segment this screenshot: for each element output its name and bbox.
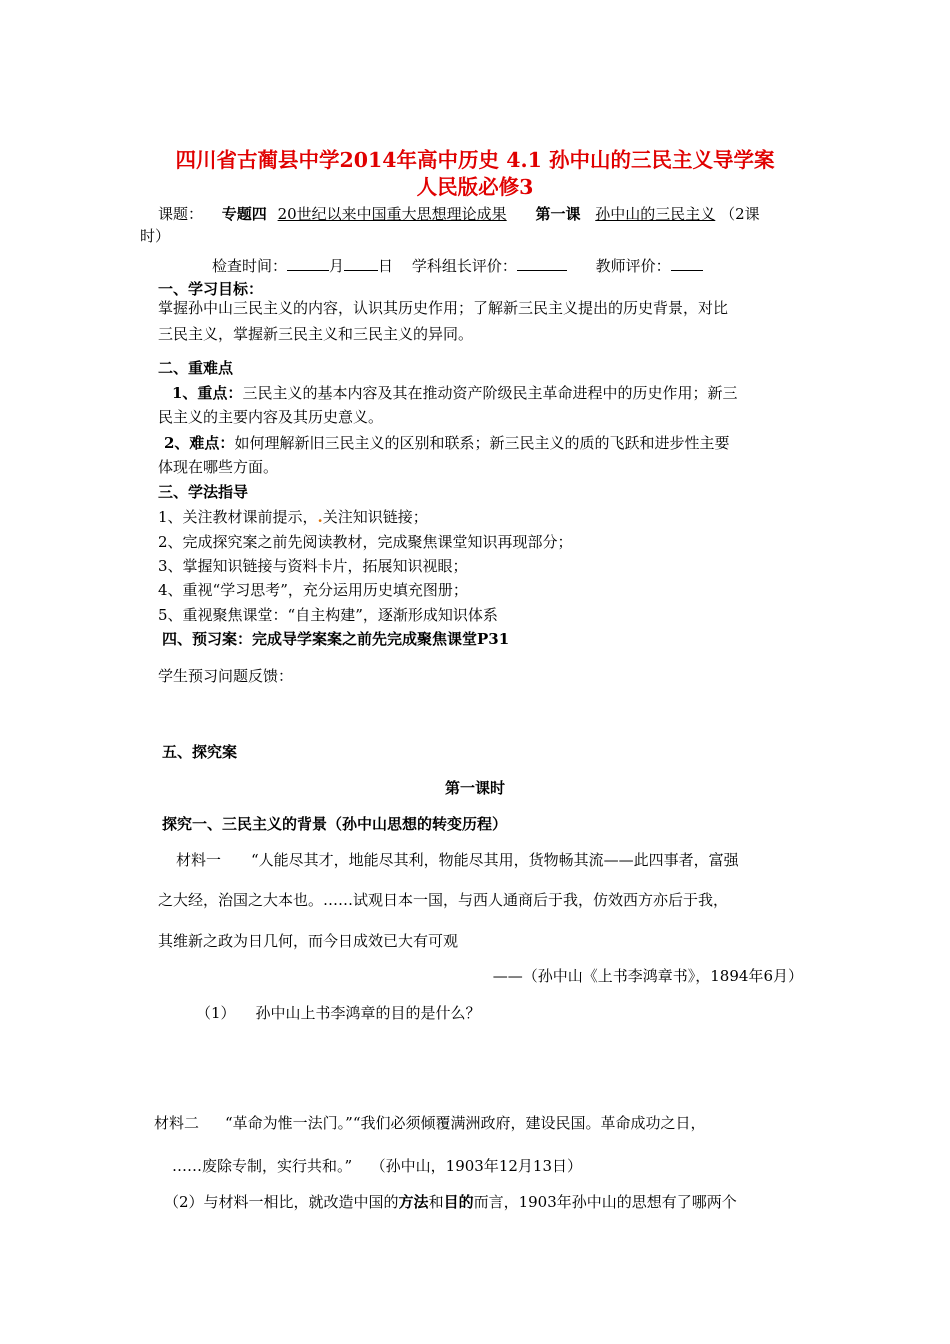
- key-point-cont: 民主义的主要内容及其历史意义。: [158, 408, 384, 426]
- material2-label: 材料二: [154, 1114, 200, 1132]
- orange-dot: .: [317, 508, 323, 526]
- question2-text-b: 而言，1903年孙中山的思想有了哪两个: [473, 1193, 737, 1211]
- section1-heading: 一、学习目标：: [158, 280, 264, 298]
- question1-line: [196, 1003, 481, 1023]
- topic-lesson-title: 孙中山的三民主义: [595, 205, 716, 223]
- topic-line: [158, 204, 760, 224]
- topic-hours-cont: 时）: [140, 227, 171, 245]
- method-item-1: [158, 507, 428, 527]
- leader-eval-label: 学科组长评价：: [411, 257, 517, 275]
- method-item-2: 2、完成探究案之前先阅读教材，完成聚焦课堂知识再现部分；: [158, 533, 573, 551]
- difficulty-label: 2、难点：: [164, 434, 235, 452]
- preview-feedback: 学生预习问题反馈：: [158, 667, 294, 685]
- document-title-line2: 人民版必修3: [416, 175, 534, 199]
- month-label: 月: [329, 257, 345, 275]
- question2-text-a: （2）与材料一相比，就改造中国的: [164, 1193, 399, 1211]
- check-line: [212, 255, 703, 276]
- method-item-1b: 关注知识链接；: [322, 508, 428, 526]
- material2-line2: [172, 1156, 582, 1176]
- question2-and: 和: [428, 1193, 444, 1211]
- topic-lesson: 第一课: [535, 205, 581, 223]
- day-label: 日: [378, 257, 394, 275]
- section2-heading: 二、重难点: [158, 359, 234, 377]
- material1-source: ——（孙中山《上书李鸿章书》，1894年6月）: [492, 967, 803, 985]
- material1-line1: [176, 850, 739, 870]
- question2-goal: 目的: [443, 1193, 474, 1211]
- teacher-eval-label: 教师评价：: [595, 257, 671, 275]
- question1-number: （1）: [196, 1004, 236, 1022]
- section4-heading: 四、预习案：完成导学案案之前先完成聚焦课堂P31: [162, 630, 510, 648]
- section5-heading: 五、探究案: [162, 743, 238, 761]
- month-blank[interactable]: [287, 255, 329, 271]
- difficulty-line: [164, 433, 729, 453]
- topic-unit: 专题四: [221, 205, 267, 223]
- inquiry1-heading: 探究一、三民主义的背景（孙中山思想的转变历程）: [162, 815, 508, 833]
- period-heading: 第一课时: [444, 779, 505, 797]
- method-item-4: 4、重视“学习思考”，充分运用历史填充图册；: [158, 581, 468, 599]
- check-time-label: 检查时间：: [212, 257, 288, 275]
- question2-method: 方法: [398, 1193, 429, 1211]
- method-item-5: 5、重视聚焦课堂：“自主构建”，逐渐形成知识体系: [158, 606, 498, 624]
- material2-text2: ……废除专制，实行共和。”: [172, 1157, 353, 1175]
- key-point-text: 三民主义的基本内容及其在推动资产阶级民主革命进程中的历史作用；新三: [242, 384, 738, 402]
- section3-heading: 三、学法指导: [158, 483, 249, 501]
- teacher-eval-blank[interactable]: [671, 255, 703, 271]
- method-item-1a: 1、关注教材课前提示，: [158, 508, 318, 526]
- topic-label: 课题：: [158, 205, 204, 223]
- material2-source: （孙中山，1903年12月13日）: [378, 1157, 583, 1175]
- method-item-3: 3、掌握知识链接与资料卡片，拓展知识视眼；: [158, 557, 468, 575]
- document-title-line1: 四川省古蔺县中学2014年高中历史 4.1 孙中山的三民主义导学案: [175, 148, 775, 172]
- material1-line2: 之大经，治国之大本也。……试观日本一国，与西人通商后于我，仿效西方亦后于我，: [158, 891, 729, 909]
- key-point-label: 1、重点：: [172, 384, 243, 402]
- section1-paragraph-line1: 掌握孙中山三民主义的内容，认识其历史作用；了解新三民主义提出的历史背景，对比: [158, 299, 729, 317]
- section1-paragraph-line2: 三民主义，掌握新三民主义和三民主义的异同。: [158, 325, 474, 343]
- question1-text: 孙中山上书李鸿章的目的是什么？: [255, 1004, 481, 1022]
- material2-text1: “革命为惟一法门。”“我们必须倾覆满洲政府，建设民国。革命成功之日，: [225, 1114, 706, 1132]
- leader-eval-blank[interactable]: [517, 255, 567, 271]
- day-blank[interactable]: [344, 255, 378, 271]
- topic-hours: （2课: [720, 205, 760, 223]
- difficulty-text: 如何理解新旧三民主义的区别和联系；新三民主义的质的飞跃和进步性主要: [234, 434, 730, 452]
- topic-unit-title: 20世纪以来中国重大思想理论成果: [277, 205, 507, 223]
- key-point-line: [172, 383, 737, 403]
- material2-line1: [154, 1113, 706, 1133]
- question2-line: [164, 1192, 737, 1212]
- material1-line3: 其维新之政为日几何，而今日成效已大有可观: [158, 932, 459, 950]
- difficulty-cont: 体现在哪些方面。: [158, 458, 279, 476]
- material1-text1: “人能尽其才，地能尽其利，物能尽其用，货物畅其流——此四事者，富强: [251, 851, 739, 869]
- material1-label: 材料一: [176, 851, 222, 869]
